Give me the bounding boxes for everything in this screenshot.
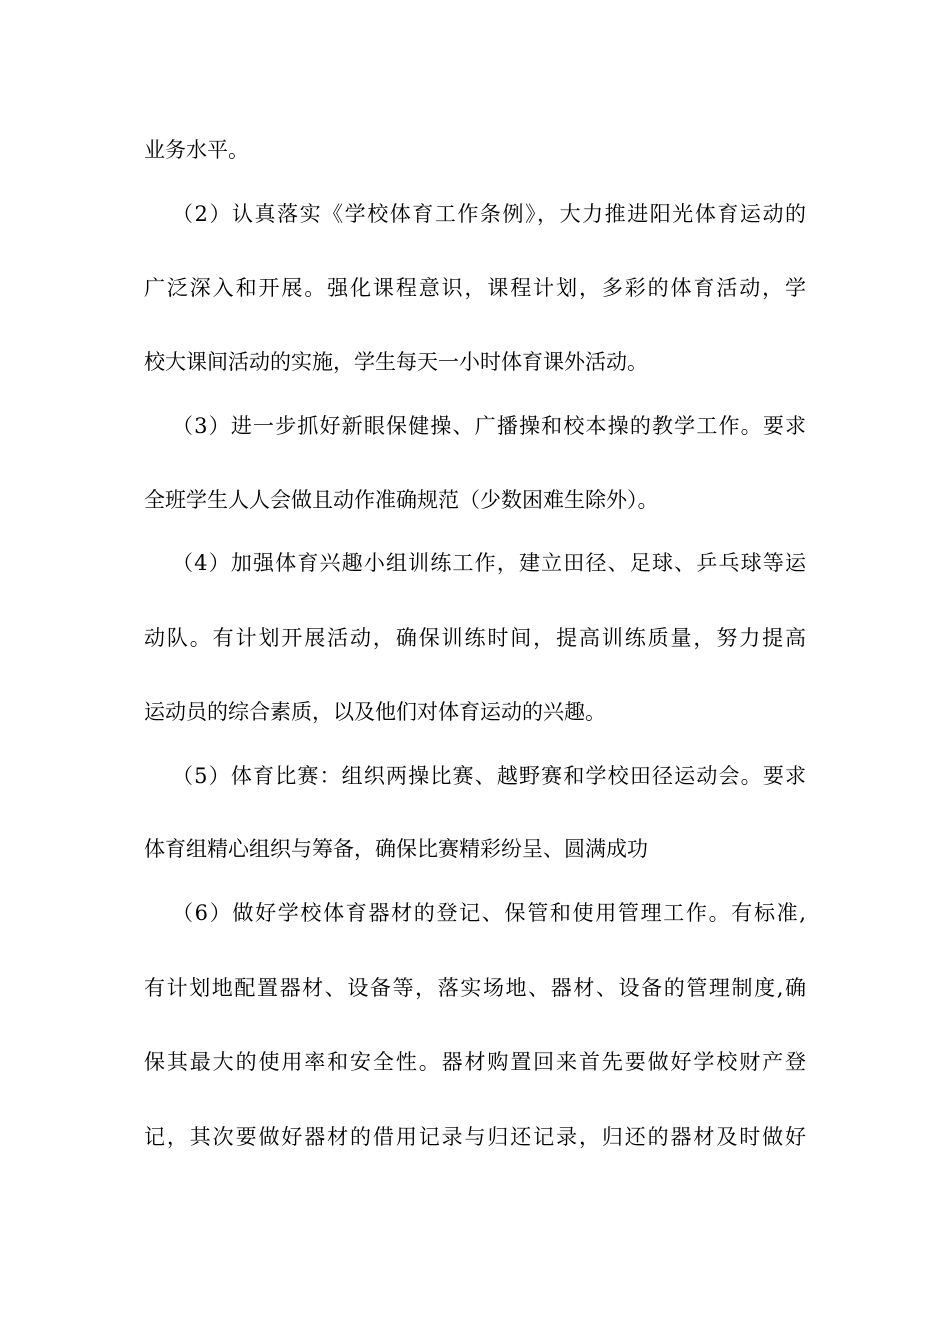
text-line: 体育组精心组织与筹备，确保比赛精彩纷呈、圆满成功 — [144, 837, 648, 861]
text-line: 动队。有计划开展活动，确保训练时间，提高训练质量，努力提高 — [144, 626, 806, 650]
paragraph-2-line: （2）认真落实《学校体育工作条例》，大力推进阳光体育运动的 — [172, 202, 806, 226]
paragraph-6-line: （6）做好学校体育器材的登记、保管和使用管理工作。有标准, — [172, 901, 806, 925]
paragraph-4-line: （4）加强体育兴趣小组训练工作，建立田径、足球、乒乓球等运 — [172, 551, 806, 575]
text-line: 有计划地配置器材、设备等，落实场地、器材、设备的管理制度,确 — [144, 976, 806, 1000]
text-line: 运动员的综合素质，以及他们对体育运动的兴趣。 — [144, 700, 606, 724]
text-line: 广泛深入和开展。强化课程意识，课程计划，多彩的体育活动，学 — [144, 276, 806, 300]
text-line: 校大课间活动的实施，学生每天一小时体育课外活动。 — [144, 350, 648, 374]
text-line: 业务水平。 — [144, 138, 249, 162]
text-line: 全班学生人人会做且动作准确规范（少数困难生除外）。 — [144, 488, 659, 512]
paragraph-5-line: （5）体育比赛：组织两操比赛、越野赛和学校田径运动会。要求 — [172, 764, 806, 788]
text-line: 保其最大的使用率和安全性。器材购置回来首先要做好学校财产登 — [144, 1050, 806, 1074]
paragraph-3-line: （3）进一步抓好新眼保健操、广播操和校本操的教学工作。要求 — [172, 414, 806, 438]
text-line: 记，其次要做好器材的借用记录与归还记录，归还的器材及时做好 — [144, 1125, 806, 1149]
